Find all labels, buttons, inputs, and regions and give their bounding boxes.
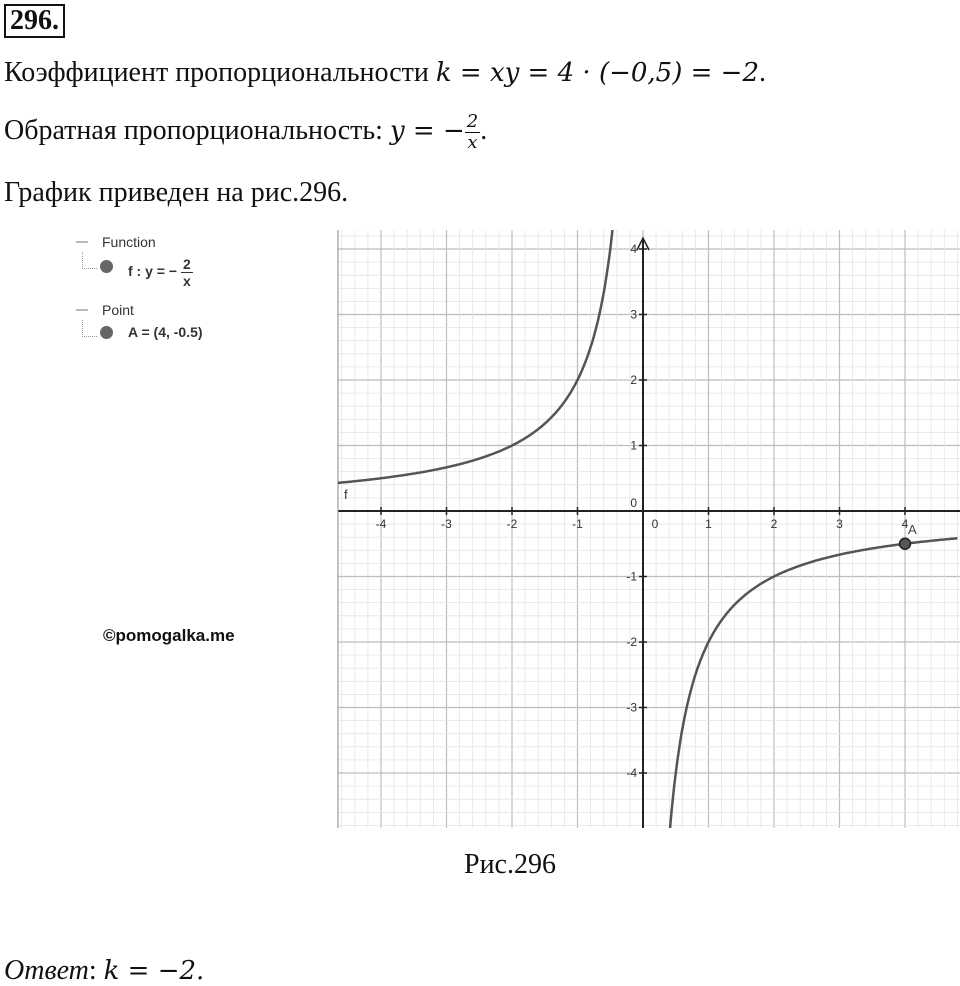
function-fraction-numerator: 2 — [183, 256, 191, 272]
watermark: ©pomogalka.me — [103, 626, 235, 645]
function-curve-left-branch — [329, 220, 614, 484]
y-tick-label: 1 — [630, 438, 637, 453]
legend-group-label: Function — [102, 234, 156, 250]
y-tick-label: 2 — [630, 373, 637, 387]
y-tick-label: 3 — [630, 307, 637, 322]
x-tick-label: -3 — [441, 517, 452, 531]
point-marker — [900, 538, 911, 549]
y-tick-label: 0 — [630, 496, 637, 510]
answer-line — [4, 956, 204, 986]
graph-reference-line: График приведен на рис.296. — [4, 177, 349, 208]
inverse-formula-lhs: y = − — [389, 115, 465, 146]
x-tick-label: 3 — [836, 517, 843, 531]
x-tick-label: -1 — [572, 517, 583, 531]
coefficient-period: . — [759, 57, 767, 88]
y-tick-label: 4 — [630, 242, 637, 256]
x-tick-label: -4 — [375, 517, 387, 531]
x-tick-label: -2 — [506, 517, 518, 531]
x-tick-label: 4 — [901, 517, 909, 531]
answer-label: Ответ — [4, 955, 89, 986]
point-label: A — [908, 521, 917, 537]
function-definition: f : y = − — [128, 263, 178, 280]
problem-number: 296. — [4, 4, 65, 38]
answer-colon: : — [88, 955, 104, 986]
inverse-proportion-text: Обратная пропорциональность: — [4, 114, 390, 146]
x-tick-label: 1 — [705, 517, 712, 531]
x-tick-label: 0 — [651, 517, 659, 531]
coefficient-text: Коэффициент пропорциональности — [4, 57, 436, 88]
x-tick-label: 2 — [770, 517, 778, 531]
y-tick-label: -2 — [626, 635, 637, 649]
y-tick-label: -1 — [626, 569, 637, 584]
coefficient-formula: k = xy = 4 · (−0,5) = −2 — [435, 58, 760, 88]
y-tick-label: -4 — [626, 766, 637, 780]
legend-group-label: Point — [102, 302, 134, 318]
grid-group — [338, 230, 960, 828]
figure-caption: Рис.296 — [464, 849, 556, 880]
curve-label: f — [344, 487, 348, 502]
point-definition: A = (4, -0.5) — [128, 324, 203, 340]
fraction-numerator: 2 — [466, 111, 479, 132]
function-fraction-denominator: x — [183, 273, 191, 289]
fraction-denominator: x — [467, 132, 478, 153]
inverse-formula-period: . — [480, 114, 488, 146]
y-tick-label: -3 — [626, 700, 637, 715]
answer-value: k = −2. — [103, 956, 205, 986]
